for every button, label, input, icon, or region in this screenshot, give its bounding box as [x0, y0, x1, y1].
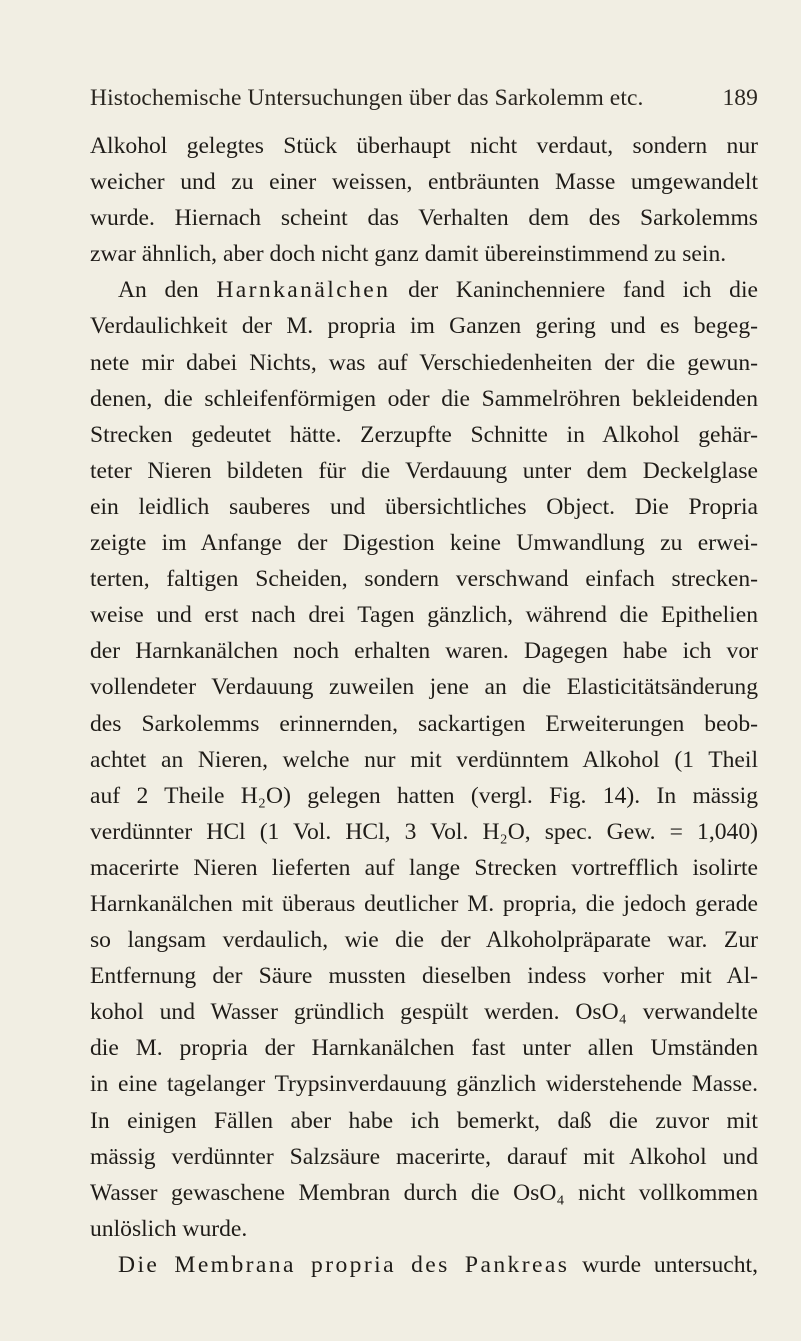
text-line: Harnkanälchen mit überaus deutlicher M. propria, die jedoch gerade: [90, 890, 758, 917]
text-line: mässig verdünnter Salzsäure macerirte, darauf mit Alkohol und: [90, 1143, 758, 1170]
text-line: ein leidlich sauberes und übersichtliches Object. Die Propria: [90, 493, 758, 520]
text-line: achtet an Nieren, welche nur mit verdünntem Alkohol (1 Theil: [90, 746, 758, 773]
text-line: des Sarkolemms erinnernden, sackartigen Erweiterungen beob-: [90, 710, 758, 737]
text-line: Entfernung der Säure mussten dieselben indess vorher mit Al-: [90, 963, 758, 990]
text-line: der Harnkanälchen noch erhalten waren. Dagegen habe ich vor: [90, 638, 758, 665]
text-fragment: An den: [118, 277, 199, 304]
text-line: teter Nieren bildeten für die Verdauung unter dem Deckelglase: [90, 457, 758, 484]
text-line: zeigte im Anfange der Digestion keine Umwandlung zu erwei-: [90, 530, 758, 557]
spaced-term: Die Membrana propria des Pankreas: [118, 1251, 570, 1278]
spaced-term: Harnkanälchen: [216, 277, 391, 304]
text-line: weise und erst nach drei Tagen gänzlich, während die Epithelien: [90, 602, 758, 629]
paragraph-start-line: [90, 1247, 758, 1283]
text-line: Alkohol gelegtes Stück überhaupt nicht verdaut, sondern nur: [90, 133, 758, 159]
text-line: macerirte Nieren lieferten auf lange Strecken vortrefflich isolirte: [90, 854, 758, 881]
body-text: [90, 128, 758, 1283]
text-line: so langsam verdaulich, wie die der Alkoholpräparate war. Zur: [90, 927, 758, 954]
text-line: denen, die schleifenförmigen oder die Sammelröhren bekleidenden: [90, 385, 758, 412]
text-line: wurde. Hiernach scheint das Verhalten dem des Sarkolemms: [90, 205, 758, 232]
text-line: die M. propria der Harnkanälchen fast unter allen Umständen: [90, 1035, 758, 1062]
text-line: terten, faltigen Scheiden, sondern verschwand einfach strecken-: [90, 566, 758, 593]
paragraph-start-line: [90, 272, 758, 308]
page-number: 189: [722, 85, 758, 111]
text-line: kohol und Wasser gründlich gespült werden. OsO₄ verwandelte: [90, 999, 758, 1026]
text-line: verdünnter HCl (1 Vol. HCl, 3 Vol. H₂O, spec. Gew. = 1,040): [90, 818, 758, 845]
running-header: [90, 85, 758, 112]
text-line: Verdaulichkeit der M. propria im Ganzen gering und es begeg-: [90, 313, 758, 340]
text-line: In einigen Fällen aber habe ich bemerkt, daß die zuvor mit: [90, 1107, 758, 1134]
text-line: nete mir dabei Nichts, was auf Verschiedenheiten der die gewun-: [90, 349, 758, 376]
running-title: Histochemische Untersuchungen über das Sarkolemm etc.: [90, 85, 644, 111]
text-line: vollendeter Verdauung zuweilen jene an die Elasticitätsänderung: [90, 674, 758, 701]
text-line: in eine tagelanger Trypsinverdauung gänzlich widerstehende Masse.: [90, 1071, 758, 1098]
text-line: unlöslich wurde.: [90, 1215, 248, 1242]
text-line: auf 2 Theile H₂O) gelegen hatten (vergl. Fig. 14). In mässig: [90, 782, 758, 809]
text-fragment: der Kaninchenniere fand ich die: [408, 277, 758, 304]
text-line: weicher und zu einer weissen, entbräunten Masse umgewandelt: [90, 169, 758, 196]
text-line: Strecken gedeutet hätte. Zerzupfte Schnitte in Alkohol gehär-: [90, 421, 758, 448]
text-line: zwar ähnlich, aber doch nicht ganz damit übereinstimmend zu sein.: [90, 241, 727, 268]
text-line: Wasser gewaschene Membran durch die OsO₄ nicht vollkommen: [90, 1179, 758, 1206]
text-fragment: wurde untersucht,: [582, 1251, 759, 1278]
